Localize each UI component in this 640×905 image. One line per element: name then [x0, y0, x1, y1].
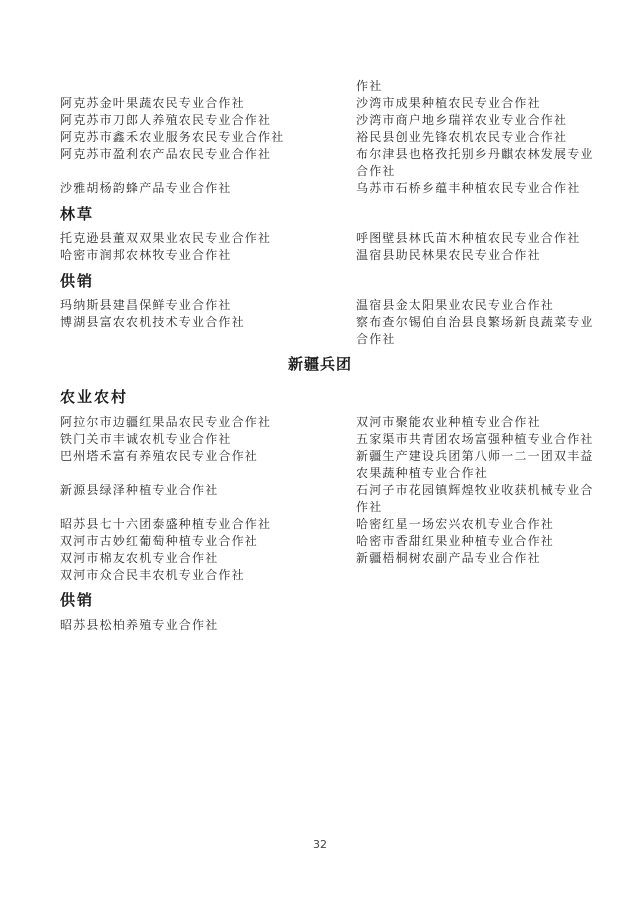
- list-item: 温宿县金太阳果业农民专业合作社: [356, 298, 555, 312]
- list-item: 裕民县创业先锋农机农民专业合作社: [356, 130, 568, 144]
- list-item: 阿拉尔市边疆红果品农民专业合作社: [60, 415, 272, 429]
- list-item: 呼图壁县林氏苗木种植农民专业合作社: [356, 231, 581, 245]
- region-title: 新疆兵团: [287, 355, 352, 373]
- list-item: 察布查尔锡伯自治县良繁场新良蔬菜专业: [356, 315, 594, 329]
- list-item: 阿克苏市鑫禾农业服务农民专业合作社: [60, 130, 285, 144]
- list-item: 昭苏县七十六团泰盛种植专业合作社: [60, 517, 272, 531]
- list-item: 新源县绿泽种植专业合作社: [60, 483, 219, 497]
- list-item: 阿克苏金叶果蔬农民专业合作社: [60, 96, 245, 110]
- list-item: 合作社: [356, 164, 396, 178]
- list-item: 新疆生产建设兵团第八师一二一团双丰益: [356, 449, 594, 463]
- list-item: 阿克苏市盈利农产品农民专业合作社: [60, 147, 272, 161]
- list-item: 昭苏县松柏养殖专业合作社: [60, 618, 219, 632]
- list-item: 温宿县助民林果农民专业合作社: [356, 248, 541, 262]
- list-item: 沙湾市商户地乡瑞祥农业专业合作社: [356, 113, 568, 127]
- list-item: 双河市众合民丰农机专业合作社: [60, 568, 245, 582]
- list-item: 作社: [356, 79, 383, 93]
- section-heading-gongxiao: 供销: [60, 272, 95, 290]
- section-heading-linchao: 林草: [60, 205, 95, 223]
- list-item: 五家渠市共青团农场富强种植专业合作社: [356, 432, 594, 446]
- list-item: 巴州塔禾富有养殖农民专业合作社: [60, 449, 259, 463]
- page-number: 32: [313, 838, 327, 851]
- list-item: 双河市聚能农业种植专业合作社: [356, 415, 541, 429]
- list-item: 布尔津县也格孜托别乡丹麒农林发展专业: [356, 147, 594, 161]
- list-item: 博湖县富农农机技术专业合作社: [60, 315, 245, 329]
- list-item: 双河市古妙红葡萄种植专业合作社: [60, 534, 259, 548]
- list-item: 作社: [356, 500, 383, 514]
- list-item: 铁门关市丰诚农机专业合作社: [60, 432, 232, 446]
- list-item: 沙雅胡杨韵蜂产品专业合作社: [60, 181, 232, 195]
- list-item: 沙湾市成果种植农民专业合作社: [356, 96, 541, 110]
- list-item: 哈密红星一场宏兴农机专业合作社: [356, 517, 555, 531]
- list-item: 合作社: [356, 332, 396, 346]
- section-heading-gongxiao: 供销: [60, 591, 95, 609]
- list-item: 乌苏市石桥乡蕴丰种植农民专业合作社: [356, 181, 581, 195]
- section-heading-nongye: 农业农村: [60, 388, 129, 406]
- list-item: 哈密市润邦农林牧专业合作社: [60, 248, 232, 262]
- list-item: 玛纳斯县建昌保鲜专业合作社: [60, 298, 232, 312]
- list-item: 农果蔬种植专业合作社: [356, 466, 489, 480]
- list-item: 石河子市花园镇辉煌牧业收获机械专业合: [356, 483, 594, 497]
- list-item: 托克逊县董双双果业农民专业合作社: [60, 231, 272, 245]
- list-item: 哈密市香甜红果业种植专业合作社: [356, 534, 555, 548]
- list-item: 双河市棉友农机专业合作社: [60, 551, 219, 565]
- list-item: 新疆梧桐树农副产品专业合作社: [356, 551, 541, 565]
- list-item: 阿克苏市刀郎人养殖农民专业合作社: [60, 113, 272, 127]
